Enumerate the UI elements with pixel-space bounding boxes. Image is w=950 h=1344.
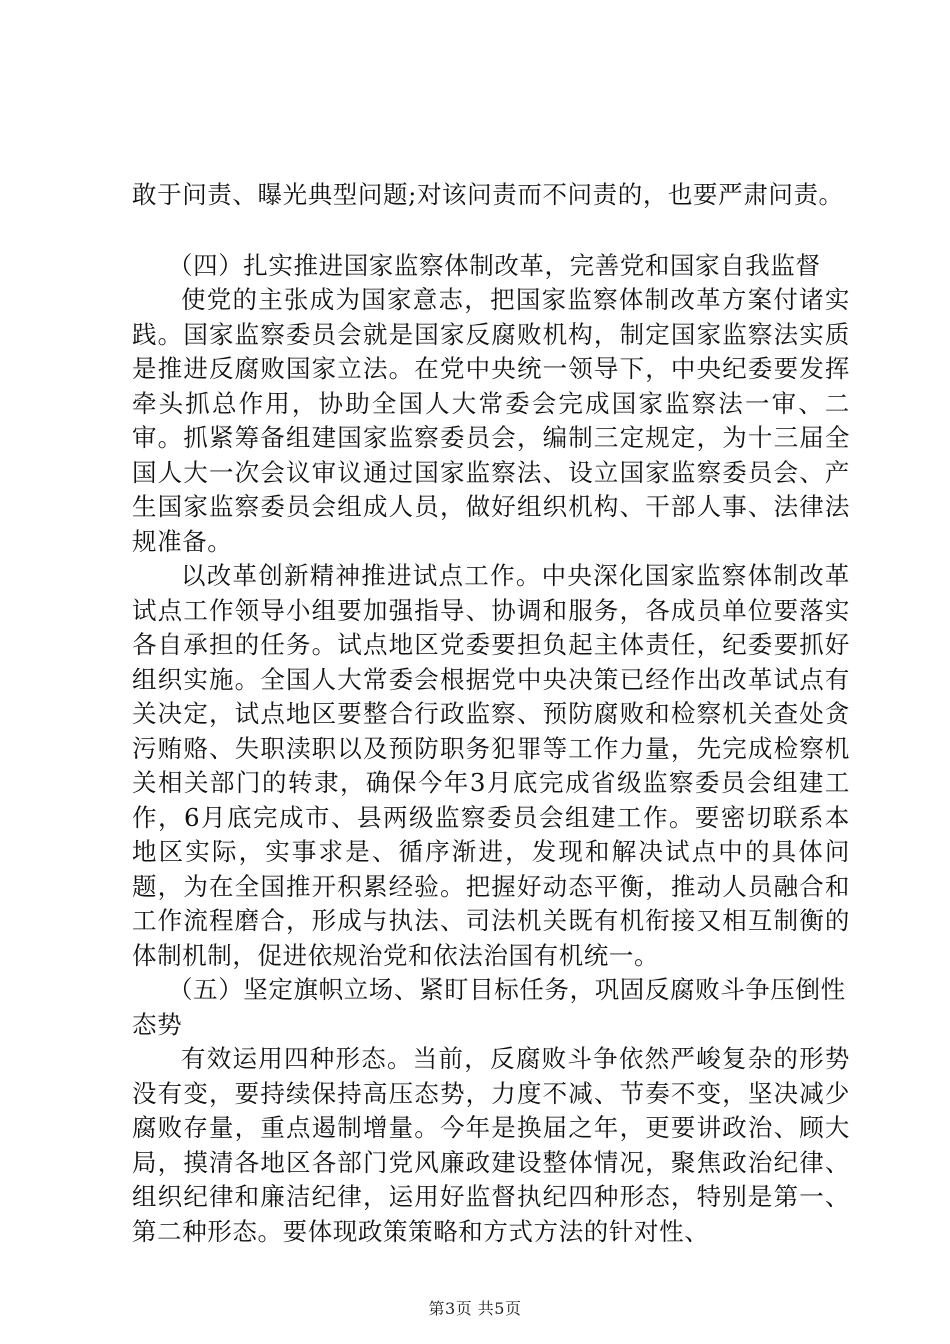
paragraph-pilot-work: 以改革创新精神推进试点工作。中央深化国家监察体制改革试点工作领导小组要加强指导、协调和服务，各成员单位要落实各自承担的任务。试点地区党委要担负起主体责任，纪委要抓好组织实施。全国人大常委会根据党中央决策已经作出改革试点有关决定，试点地区要整合行政监察、预防腐败和检察机关查处贪污贿赂、失职渎职以及预防职务犯罪等工作力量，先完成检察机关相关部门的转隶，确保今年3月底完成省级监察委员会组建工作，6月底完成市、县两级监察委员会组建工作。要密切联系本地区实际，实事求是、循序渐进，发现和解决试点中的具体问题，为在全国推开积累经验。把握好动态平衡，推动人员融合和工作流程磨合，形成与执法、司法机关既有机衔接又相互制衡的体制机制，促进依规治党和依法治国有机统一。 [132,561,850,970]
document-body [132,178,850,1249]
section-heading-five: （五）坚定旗帜立场、紧盯目标任务，巩固反腐败斗争压倒性态势 [132,975,846,1039]
page-number-footer: 第3页 共5页 [428,1299,522,1318]
section-heading-four: （四）扎实推进国家监察体制改革，完善党和国家自我监督 [168,250,821,280]
paragraph-accountability-end: 敢于问责、曝光典型问题;对该问责而不问责的，也要严肃问责。 [132,180,844,209]
paragraph-four-forms: 有效运用四种形态。当前，反腐败斗争依然严峻复杂的形势没有变，要持续保持高压态势，力度不减、节奏不变，坚决减少腐败存量，重点遏制增量。今年是换届之年，更要讲政治、顾大局，摸清各地区各部门党风廉政建设整体情况，聚焦政治纪律、组织纪律和廉洁纪律，运用好监督执纪四种形态，特别是第一、第二种形态。要体现政策策略和方式方法的针对性、 [132,1044,850,1246]
paragraph-gap [132,213,850,249]
paragraph-national-will: 使党的主张成为国家意志，把国家监察体制改革方案付诸实践。国家监察委员会就是国家反腐败机构，制定国家监察法实质是推进反腐败国家立法。在党中央统一领导下，中央纪委要发挥牵头抓总作用，协助全国人大常委会完成国家监察法一审、二审。抓紧筹备组建国家监察委员会，编制三定规定，为十三届全国人大一次会议审议通过国家监察法、设立国家监察委员会、产生国家监察委员会组成人员，做好组织机构、干部人事、法律法规准备。 [132,285,850,556]
